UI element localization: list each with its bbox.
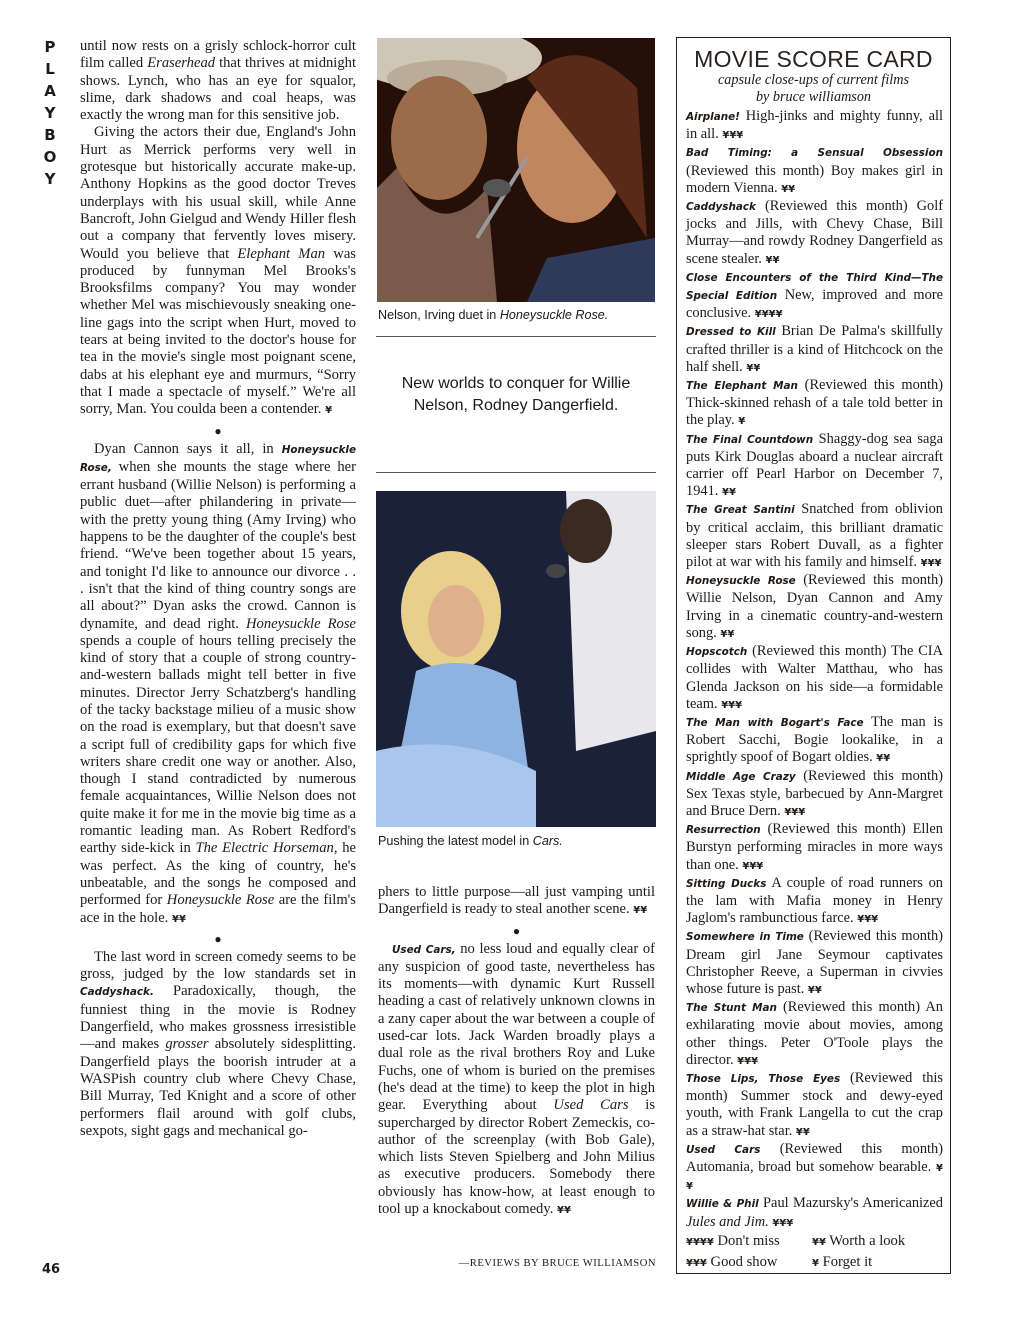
logo-letter: O (43, 148, 57, 166)
legend-symbol: ¥¥¥ (686, 1257, 707, 1269)
article-column-1 (80, 38, 356, 1140)
caption-text: Pushing the latest model in (378, 834, 533, 848)
paragraph (80, 441, 356, 928)
entry-film-title: Hopscotch (686, 646, 748, 659)
logo-letter: Y (44, 104, 56, 122)
entry-film-title: Close Encounters of the Third Kind—The Special Edition (686, 271, 943, 303)
film-title: Eraserhead (147, 55, 216, 72)
paragraph (80, 124, 356, 419)
entry-film-title: Willie & Phil (686, 1198, 759, 1211)
entry-description: (Reviewed this month) Thick-skinned rehash of a tale told better in the play. (686, 377, 943, 429)
photo-illustration (376, 491, 656, 827)
entry-film-title: Caddyshack (686, 201, 756, 214)
photo-cars-stage (376, 491, 656, 827)
entry-rating: ¥¥ (686, 1162, 943, 1193)
entry-film-title: Airplane! (686, 111, 740, 123)
score-card-title: MOVIE SCORE CARD (694, 46, 933, 72)
entry-film-title: The Great Santini (686, 504, 795, 517)
text: spends a couple of hours telling precisely the kind of story that a couple of strong country-and-western ballads might tell better in five minutes. Director Jerry Schatzberg's handling of the tacky backstage milieu of a music show on the road is exemplary, but that doesn't save a script full of credibility gaps for which five writers share credit one way or another. Also, though I stand contradicted by numerous female acquaintances, Willie Nelson does not quite make it for me in the movie big time as a romantic leading man. As Robert Redford's earthy side-kick in (80, 632, 356, 857)
entry-rating: ¥¥ (807, 984, 822, 996)
film-title: Honeysuckle Rose, (80, 443, 356, 474)
film-title: Honeysuckle Rose (166, 892, 275, 909)
logo-letter: Y (44, 170, 56, 188)
entry-film-title: Honeysuckle Rose (686, 575, 796, 588)
text: was produced by funnyman Mel Brooks's Brooksfilms company? You may wonder whether Mel was mischievously sneaking one-line gags into the script when Hurt, moved to tears at being invited to the doctor's house for tea in the movie's single most poignant scene, dabs at his elephant eye and murmurs, “Sorry that I made a spectacle of myself.” We're all sorry, Man. You coulda been a contender. (80, 245, 356, 418)
text: that thrives at midnight shows. Lynch, who has an eye for squalor, slime, dark shadows and coal heaps, was exactly the wrong man for this sensitive job. (80, 55, 356, 124)
entry-description: Paul Mazursky's Americanized (758, 1195, 943, 1212)
entry-film-title: Resurrection (686, 824, 761, 837)
divider (376, 336, 656, 337)
score-card-entry (686, 928, 943, 999)
entry-rating: ¥¥¥ (772, 1217, 794, 1229)
rating-legend (686, 1232, 943, 1273)
article-column-2 (378, 884, 655, 1219)
paragraph (378, 941, 655, 1220)
entry-description: (Reviewed this month) Automania, broad but somehow bearable. (686, 1140, 944, 1175)
entry-film-title: The Final Countdown (686, 433, 814, 446)
text: is supercharged by director Robert Zemeckis, co-author of the screenplay (with Bob Gale), which lists Steven Spielberg and John Milius as executive producers. Somebody there obviously has know-how, at least enough to tool up a knockabout comedy. (378, 1097, 656, 1218)
entry-rating: ¥¥ (795, 1126, 810, 1138)
logo-letter: P (44, 38, 56, 56)
entry-film-title: The Elephant Man (686, 380, 798, 393)
entry-description: New, improved and more conclusive. (686, 287, 943, 322)
entry-description: (Reviewed this month) Boy makes girl in modern Vienna. (686, 162, 943, 196)
text: are the film's ace in the hole. (80, 892, 356, 926)
film-title: Elephant Man (237, 245, 326, 262)
text: no less loud and equally clear of any suspicion of good taste, nevertheless has its moments—with dynamic Kurt Russell heading a cast of relatively unknown clowns in a zany caper about the war between a couple of used-car lots. Jack Warden broadly plays a dual role as the rival brothers Roy and Luke Fuchs, one of whom is buried on the premises (he's dead at the time) to keep the plot in high gear. Everything about (378, 940, 655, 1114)
score-card-entry (686, 269, 943, 324)
page-number: 46 (42, 1262, 61, 1277)
logo-letter: A (44, 82, 56, 100)
text: The last word in screen comedy seems to be gross, judged by the low standards set in (80, 948, 356, 983)
entry-rating: ¥¥ (722, 487, 736, 499)
entry-film-title: Used Cars (686, 1143, 761, 1156)
score-card-entry (686, 198, 943, 269)
entry-rating: ¥¥¥ (784, 806, 806, 818)
entry-description: High-jinks and mighty funny, all in all. (686, 108, 943, 143)
rating-symbol: ¥¥ (172, 913, 186, 925)
paragraph (80, 38, 356, 124)
entry-film-title: Somewhere in Time (686, 931, 804, 944)
photo-nelson-irving-duet (377, 38, 655, 302)
entry-description: (Reviewed this month) The CIA collides with Walter Matthau, who has Glenda Jackson on his side—a formidable team. (686, 643, 943, 712)
photo-caption (378, 308, 656, 322)
entry-film-title: Bad Timing: a Sensual Obsession (686, 147, 943, 160)
caption-text: Nelson, Irving duet in (378, 308, 500, 322)
legend-label: Good show (706, 1253, 778, 1270)
entry-rating: ¥¥¥¥ (754, 309, 783, 321)
entry-description: (Reviewed this month) Dream girl Jane Seymour captivates Christopher Reeve, a Superman in civvies whose future is past. (686, 928, 943, 997)
score-card-entry (686, 1141, 943, 1196)
byline: —REVIEWS BY BRUCE WILLIAMSON (458, 1258, 656, 1269)
legend-item (812, 1253, 938, 1274)
entry-film-title: Those Lips, Those Eyes (686, 1072, 841, 1085)
entry-rating: ¥¥¥ (742, 860, 764, 872)
section-bullet: ● (214, 423, 222, 438)
entry-film-title: Middle Age Crazy (686, 770, 796, 783)
score-card-entry (686, 1070, 943, 1141)
entry-description: Snatched from oblivion by critical acclaim, this brilliant dramatic sleeper stars Robert Duvall, as a fighter pilot at war with his family and himself. (686, 501, 943, 571)
text: phers to little purpose—all just vamping until Dangerfield is ready to steal another scene. (378, 884, 655, 918)
film-title: Cars. (532, 834, 563, 848)
entry-film-title: The Stunt Man (686, 1002, 777, 1015)
legend-item (812, 1232, 938, 1253)
score-card-author: by bruce williamson (755, 89, 872, 105)
rating-symbol: ¥¥ (557, 1205, 571, 1217)
entry-film-title: The Man with Bogart's Face (686, 716, 864, 729)
entry-description: (Reviewed this month) Golf jocks and Jills, with Chevy Chase, Bill Murray—and rowdy Rodney Dangerfield as scene stealer. (686, 198, 943, 267)
text: Paradoxically, though, the funniest thing in the movie is Rodney Dangerfield, who makes grossness irresistible—and makes (80, 983, 356, 1053)
text: he was perfect. As the king of country, he's unbeatable, and the songs he composed and performed for (80, 840, 356, 909)
legend-symbol: ¥ (812, 1257, 819, 1269)
score-card-entry (686, 821, 943, 875)
film-title: Honeysuckle Rose. (499, 308, 609, 322)
score-card-entry (686, 643, 943, 714)
legend-item (686, 1253, 812, 1274)
entry-rating: ¥¥¥ (920, 558, 942, 570)
rating-symbol: ¥ (325, 405, 333, 417)
text: absolutely sidesplitting. Dangerfield plays the boorish intruder at a WASPish country club where Chevy Chase, Bill Murray, Ted Knight and a score of other performers flail around with golf clubs, sexpots, sight gags and mechanical go- (80, 1036, 356, 1139)
entry-rating: ¥¥ (746, 362, 761, 374)
film-title: The Electric Horseman, (195, 840, 338, 857)
entry-description: A couple of road runners on the lam with Mafia money in Henry Jaglom's rambunctious farce. (686, 874, 943, 927)
legend-symbol: ¥¥¥¥ (686, 1237, 714, 1248)
entry-rating: ¥¥¥ (722, 130, 744, 142)
score-card-entry (686, 768, 943, 822)
text: Giving the actors their due, England's John Hurt as Merrick performs very well in grotesque but historically accurate make-up. Anthony Hopkins as the good doctor Treves underplays with his usual skill, while Anne Bancroft, John Gielgud and Wendy Hiller flesh out a company that fervently loves misery. Would you believe that (80, 124, 356, 262)
score-card-entry (686, 1195, 943, 1231)
legend-symbol: ¥¥ (812, 1237, 826, 1248)
score-card-entry (686, 999, 943, 1070)
entry-rating: ¥ (738, 416, 746, 428)
film-title: Used Cars (553, 1097, 629, 1114)
section-bullet: ● (512, 923, 521, 938)
score-card-entry (686, 144, 943, 198)
text: until now rests on a grisly schlock-horror cult film called (80, 38, 356, 72)
score-card-list (686, 108, 943, 1232)
entry-emphasis: Jules and Jim. (686, 1213, 769, 1230)
pull-quote: New worlds to conquer for Willie Nelson, Rodney Dangerfield. (401, 375, 631, 414)
rating-symbol: ¥¥ (633, 905, 648, 917)
divider (376, 472, 656, 473)
legend-label: Don't miss (713, 1233, 780, 1249)
entry-description: (Reviewed this month) An exhilarating movie about movies, among other things. Peter O'Toole plays the director. (686, 999, 943, 1068)
emphasis: grosser (165, 1036, 209, 1053)
text: when she mounts the stage where her errant husband (Willie Nelson) is performing a public duet—after philandering in private—with the pretty young thing (Amy Irving) who happens to be the daughter of the couple's best friend. “We've been together about 15 years, and tonight I'd like to announce our divorce . . . isn't that the kind of thing country songs are all about?” Dyan asks the crowd. Cannon is dynamite, and dead right. (80, 458, 356, 632)
entry-description: (Reviewed this month) Sex Texas style, barbecued by Ann-Margret and Bruce Dern. (686, 767, 943, 819)
score-card-entry (686, 377, 943, 431)
entry-rating: ¥¥ (720, 628, 735, 640)
score-card-entry (686, 875, 943, 929)
score-card-entry (686, 431, 943, 502)
entry-description: Brian De Palma's skillfully crafted thriller is a kind of Hitchcock on the half shell. (686, 323, 943, 375)
entry-description: (Reviewed this month) Summer stock and dewy-eyed youth, with Frank Langella to cut the crap as a straw-hat star. (686, 1069, 943, 1139)
score-card-entry (686, 501, 943, 572)
score-card-entry (686, 714, 943, 768)
score-card-entry (686, 323, 943, 377)
film-title: Used Cars, (392, 943, 456, 956)
entry-rating: ¥¥¥ (721, 699, 743, 711)
film-title: Honeysuckle Rose (246, 615, 356, 632)
paragraph (80, 949, 356, 1140)
entry-description: The man is Robert Sacchi, Bogie lookalike, in a sprightly spoof of Bogart oldies. (686, 713, 943, 766)
entry-rating: ¥¥¥ (857, 914, 879, 926)
photo-illustration (377, 38, 655, 302)
paragraph (378, 884, 655, 920)
logo-letter: B (44, 126, 56, 144)
entry-film-title: Dressed to Kill (686, 326, 776, 339)
entry-description: (Reviewed this month) Ellen Burstyn performing miracles in more ways than one. (686, 821, 943, 873)
entry-rating: ¥¥ (781, 183, 796, 195)
entry-rating: ¥¥¥ (737, 1055, 759, 1067)
logo-letter: L (45, 60, 55, 78)
legend-label: Worth a look (825, 1233, 906, 1249)
photo-caption (378, 834, 656, 848)
magazine-logo (40, 36, 60, 190)
movie-score-card (676, 37, 951, 1274)
legend-label: Forget it (818, 1253, 873, 1270)
section-bullet: ● (214, 931, 222, 946)
score-card-entry (686, 572, 943, 643)
entry-rating: ¥¥ (876, 753, 891, 765)
text: Dyan Cannon says it all, in (94, 440, 282, 457)
entry-description: Shaggy-dog sea saga puts Kirk Douglas aboard a nuclear aircraft carrier off Pearl Harbor on December 7, 1941. (686, 430, 943, 500)
film-title: Caddyshack. (80, 986, 154, 999)
score-card-subtitle: capsule close-ups of current films (718, 72, 909, 88)
legend-item (686, 1232, 812, 1253)
entry-film-title: Sitting Ducks (686, 877, 767, 890)
score-card-entry (686, 108, 943, 144)
entry-rating: ¥¥ (765, 254, 780, 266)
entry-description: (Reviewed this month) Willie Nelson, Dyan Cannon and Amy Irving in a cinematic country-and-western song. (686, 572, 943, 641)
